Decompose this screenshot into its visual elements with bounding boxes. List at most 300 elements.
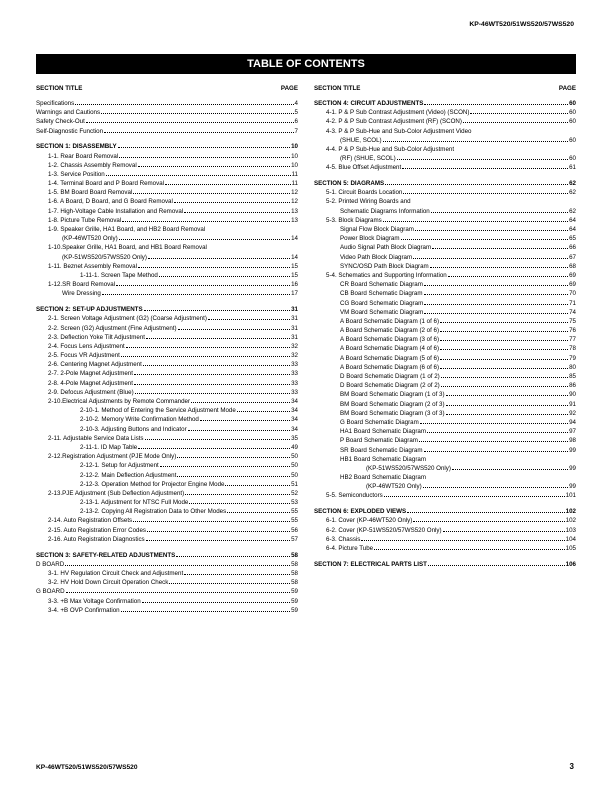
toc-entry-page: 92 <box>569 409 576 417</box>
toc-entry[interactable] <box>36 289 298 298</box>
toc-entry[interactable] <box>36 243 298 252</box>
toc-entry-page: 59 <box>291 597 298 605</box>
dot-leader <box>160 466 290 467</box>
toc-entry-page: 75 <box>569 317 576 325</box>
toc-entry[interactable] <box>314 400 576 409</box>
toc-entry-page: 6 <box>294 118 298 126</box>
toc-entry[interactable] <box>36 379 298 388</box>
toc-entry[interactable] <box>314 526 576 535</box>
toc-entry[interactable] <box>36 207 298 216</box>
toc-entry[interactable] <box>36 388 298 397</box>
toc-entry-label: BM Board Schematic Diagram (1 of 3) <box>340 391 445 399</box>
toc-entry-label: Audio Signal Path Block Diagram <box>340 244 432 252</box>
toc-entry-label: Video Path Block Diagram <box>340 253 413 261</box>
toc-entry-page: 74 <box>569 308 576 316</box>
dot-leader <box>143 365 290 366</box>
toc-entry[interactable] <box>36 406 298 415</box>
toc-entry-label: 2-8. 4-Pole Magnet Adjustment <box>48 379 133 387</box>
toc-entry-label: 1-3. Service Position <box>48 170 105 178</box>
toc-entry-label: Warnings and Cautions <box>36 109 101 117</box>
toc-entry[interactable] <box>36 489 298 498</box>
toc-entry-page: 31 <box>291 333 298 341</box>
toc-entry[interactable] <box>36 415 298 424</box>
toc-entry[interactable] <box>36 535 298 544</box>
toc-entry[interactable] <box>36 314 298 323</box>
toc-entry-label: 2-11. Adjustable Service Data Lists <box>48 434 144 442</box>
toc-entry[interactable] <box>314 216 576 225</box>
footer-page-number: 3 <box>569 762 574 771</box>
toc-entry[interactable] <box>36 351 298 360</box>
dot-leader <box>441 377 568 378</box>
toc-entry-label: 2-13-2. Copying All Registration Data to Other Modes <box>80 508 227 516</box>
toc-entry-page: 33 <box>291 379 298 387</box>
dot-leader <box>184 574 290 575</box>
toc-entry-page: 49 <box>291 443 298 451</box>
toc-entry-page: 76 <box>569 327 576 335</box>
toc-entry[interactable] <box>314 299 576 308</box>
dot-leader <box>415 230 568 231</box>
toc-entry-label: 4-1. P & P Sub Contrast Adjustment (Video) (SCON) <box>326 109 470 117</box>
toc-entry[interactable] <box>36 569 298 578</box>
toc-entry-label: (SHUE, SCOL) <box>340 136 382 144</box>
toc-entry-label: 2-4. Focus Lens Adjustment <box>48 342 125 350</box>
toc-entry-page: 90 <box>569 391 576 399</box>
toc-entry-label: SECTION 2: SET-UP ADJUSTMENTS <box>36 306 143 314</box>
toc-entry[interactable] <box>36 117 298 126</box>
toc-entry[interactable] <box>314 516 576 525</box>
toc-entry-label: D Board Schematic Diagram (1 of 2) <box>340 373 440 381</box>
toc-entry[interactable] <box>36 324 298 333</box>
toc-entry-label: Power Block Diagram <box>340 235 400 243</box>
toc-entry[interactable] <box>314 117 576 126</box>
toc-entry[interactable] <box>36 333 298 342</box>
toc-entry[interactable] <box>36 262 298 271</box>
dot-leader <box>165 184 291 185</box>
toc-entry-label: BM Board Schematic Diagram (2 of 3) <box>340 400 445 408</box>
dot-leader <box>122 221 290 222</box>
toc-entry-label: Wire Dressing <box>62 290 101 298</box>
toc-entry-label: 2-10-2. Memory Write Confirmation Method <box>80 416 199 424</box>
toc-entry[interactable] <box>36 342 298 351</box>
toc-entry[interactable] <box>36 443 298 452</box>
toc-entry[interactable] <box>36 516 298 525</box>
dot-leader <box>102 294 290 295</box>
dot-leader <box>407 512 565 513</box>
toc-entry-page: 60 <box>569 136 576 144</box>
toc-entry-page: 51 <box>291 480 298 488</box>
dot-leader <box>169 583 290 584</box>
toc-entry-page: 34 <box>291 398 298 405</box>
toc-entry-page: 58 <box>291 560 298 568</box>
toc-entry-page: 102 <box>565 508 576 516</box>
toc-entry-page: 80 <box>569 363 576 371</box>
toc-entry-label: 1-6. A Board, D Board, and G Board Removal <box>48 198 173 206</box>
dot-leader <box>446 395 569 396</box>
toc-entry[interactable] <box>314 372 576 381</box>
toc-entry-label: 2-12-2. Main Deflection Adjustment <box>80 471 177 479</box>
toc-entry[interactable] <box>314 207 576 216</box>
toc-entry[interactable] <box>314 464 576 473</box>
toc-entry[interactable] <box>36 507 298 516</box>
toc-entry-label: SECTION 4: CIRCUIT ADJUSTMENTS <box>314 100 424 107</box>
toc-entry-label: 3-2. HV Hold Down Circuit Operation Check <box>48 579 169 587</box>
dot-leader <box>440 349 568 350</box>
toc-entry[interactable] <box>36 280 298 289</box>
toc-entry[interactable] <box>314 335 576 344</box>
toc-entry-label: 3-1. HV Regulation Circuit Check and Adjustment <box>48 569 184 577</box>
toc-entry[interactable] <box>36 253 298 262</box>
toc-entry-label: 3-3. +B Max Voltage Confirmation <box>48 597 141 605</box>
toc-entry-page: 10 <box>291 152 298 160</box>
toc-entry-page: 15 <box>291 262 298 270</box>
toc-entry[interactable] <box>36 452 298 461</box>
toc-entry-page: 5 <box>294 109 298 117</box>
toc-entry-page: 67 <box>569 253 576 261</box>
dot-leader <box>374 549 565 550</box>
toc-entry[interactable] <box>36 108 298 117</box>
toc-entry-label: 6-2. Cover (KP-51WS520/57WS520 Only) <box>326 526 442 534</box>
toc-entry-label: 6-1. Cover (KP-46WT520 Only) <box>326 517 413 525</box>
toc-entry-page: 13 <box>291 207 298 215</box>
dot-leader <box>424 104 568 105</box>
toc-entry[interactable] <box>314 253 576 262</box>
toc-entry[interactable] <box>36 360 298 369</box>
dot-leader <box>440 322 568 323</box>
toc-entry[interactable] <box>36 425 298 434</box>
toc-entry-label: 5-3. Block Diagrams <box>326 216 382 224</box>
toc-entry[interactable] <box>36 461 298 470</box>
toc-section-heading[interactable] <box>36 551 298 560</box>
toc-section-heading[interactable] <box>36 305 298 314</box>
toc-entry-label: 2-16. Auto Registration Diagnostics <box>48 535 145 543</box>
toc-entry-label: SECTION 5: DIAGRAMS <box>314 180 385 188</box>
toc-entry-page: 99 <box>569 464 576 472</box>
toc-entry-page: 58 <box>291 551 298 559</box>
toc-entry[interactable] <box>314 446 576 455</box>
dot-leader <box>145 439 291 440</box>
dot-leader <box>424 304 568 305</box>
toc-entry-label: 2-13.PJE Adjustment (Sub Deflection Adjustment) <box>48 489 185 497</box>
dot-leader <box>104 132 293 133</box>
toc-entry-label: HB1 Board Schematic Diagram <box>340 455 426 463</box>
dot-leader <box>142 602 290 603</box>
dot-leader <box>126 347 290 348</box>
toc-entry-page: 10 <box>291 143 298 151</box>
toc-entry[interactable] <box>36 471 298 480</box>
toc-entry-label: Signal Flow Block Diagram <box>340 226 414 234</box>
dot-leader <box>159 276 290 277</box>
toc-entry-page: 101 <box>565 492 576 500</box>
dot-leader <box>420 423 568 424</box>
toc-entry-label: SYNC/OSD Path Block Diagram <box>340 262 429 270</box>
toc-entry[interactable] <box>314 418 576 427</box>
toc-entry-page: 60 <box>569 118 576 126</box>
toc-entry[interactable] <box>36 216 298 225</box>
toc-entry[interactable] <box>314 188 576 197</box>
toc-entry[interactable] <box>36 271 298 280</box>
dot-leader <box>177 457 290 458</box>
dot-leader <box>138 448 290 449</box>
toc-entry[interactable] <box>314 455 576 464</box>
toc-entry[interactable] <box>36 606 298 615</box>
page-heading: PAGE <box>280 85 298 92</box>
dot-leader <box>135 393 290 394</box>
toc-entry[interactable] <box>314 326 576 335</box>
toc-entry[interactable] <box>314 473 576 482</box>
toc-entry-page: 58 <box>291 579 298 587</box>
toc-entry-page: 97 <box>569 428 576 436</box>
dot-leader <box>452 469 568 470</box>
toc-entry-label: Schematic Diagrams Information <box>340 207 430 215</box>
toc-entry-label: (RF) (SHUE, SCOL) <box>340 155 396 163</box>
section-gap <box>314 501 576 508</box>
toc-entry[interactable] <box>36 587 298 596</box>
dot-leader <box>176 556 290 557</box>
dot-leader <box>384 496 565 497</box>
toc-entry-label: D Board Schematic Diagram (2 of 2) <box>340 382 440 390</box>
dot-leader <box>174 202 290 203</box>
toc-entry[interactable] <box>36 197 298 206</box>
dot-leader <box>185 494 290 495</box>
toc-entry-page: 94 <box>569 418 576 426</box>
toc-entry-label: A Board Schematic Diagram (1 of 6) <box>340 317 440 325</box>
toc-entry[interactable] <box>314 280 576 289</box>
dot-leader <box>463 122 568 123</box>
dot-leader <box>383 221 568 222</box>
toc-entry[interactable] <box>314 390 576 399</box>
dot-leader <box>427 432 568 433</box>
toc-entry[interactable] <box>314 154 576 163</box>
toc-entry-label: 5-4. Schematics and Supporting Information <box>326 271 447 279</box>
section-title-heading: SECTION TITLE <box>314 85 361 92</box>
dot-leader <box>75 104 293 105</box>
toc-entry-page: 31 <box>291 324 298 332</box>
toc-entry-label: G BOARD <box>36 588 65 596</box>
toc-entry-label: CB Board Schematic Diagram <box>340 290 423 298</box>
toc-entry-label: 1-5. BM Board Board Removal <box>48 189 133 197</box>
toc-entry-label: HA1 Board Schematic Diagram <box>340 428 426 436</box>
toc-entry[interactable] <box>314 225 576 234</box>
toc-entry-label: CR Board Schematic Diagram <box>340 281 423 289</box>
toc-entry[interactable] <box>314 317 576 326</box>
dot-leader <box>397 159 568 160</box>
toc-entry[interactable] <box>36 225 298 234</box>
toc-entry-label: 2-15. Auto Registration Error Codes <box>48 526 147 534</box>
toc-entry-label: (KP-46WT520 Only) <box>366 483 422 491</box>
toc-entry-label: SECTION 6: EXPLODED VIEWS <box>314 508 407 516</box>
dot-leader <box>227 512 290 513</box>
toc-entry-page: 11 <box>291 170 298 178</box>
toc-entry-page: 50 <box>291 462 298 470</box>
toc-entry[interactable] <box>314 436 576 445</box>
toc-entry[interactable] <box>314 197 576 206</box>
toc-entry-label: (KP-51WS520/57WS520 Only) <box>62 253 147 261</box>
dot-leader <box>225 485 290 486</box>
toc-entry-page: 98 <box>569 437 576 445</box>
dot-leader <box>133 193 290 194</box>
dot-leader <box>133 521 290 522</box>
dot-leader <box>121 611 291 612</box>
toc-section-heading[interactable] <box>314 99 576 108</box>
toc-entry[interactable] <box>314 409 576 418</box>
toc-entry-label: CG Board Schematic Diagram <box>340 299 424 307</box>
dot-leader <box>146 540 290 541</box>
toc-entry[interactable] <box>36 234 298 243</box>
toc-entry-page: 66 <box>569 244 576 252</box>
dot-leader <box>446 405 569 406</box>
dot-leader <box>361 540 564 541</box>
dot-leader <box>119 239 290 240</box>
dot-leader <box>237 411 290 412</box>
toc-entry[interactable] <box>314 544 576 553</box>
toc-entry[interactable] <box>36 369 298 378</box>
dot-leader <box>189 503 290 504</box>
toc-entry[interactable] <box>314 271 576 280</box>
toc-entry[interactable] <box>314 363 576 372</box>
toc-entry-page: 34 <box>291 416 298 424</box>
toc-entry-page: 104 <box>565 535 576 543</box>
toc-entry[interactable] <box>314 243 576 252</box>
dot-leader <box>177 476 290 477</box>
dot-leader <box>440 359 568 360</box>
toc-entry-page: 59 <box>291 588 298 596</box>
toc-entry[interactable] <box>36 597 298 606</box>
toc-section-heading[interactable] <box>36 142 298 151</box>
toc-entry[interactable] <box>36 99 298 108</box>
toc-entry[interactable] <box>36 152 298 161</box>
toc-entry-label: (KP-46WT520 Only) <box>62 235 118 243</box>
toc-entry-label: 2-1. Screen Voltage Adjustment (G2) (Coarse Adjustment) <box>48 315 207 323</box>
toc-entry-label: 1-4. Terminal Board and P Board Removal <box>48 180 165 188</box>
toc-entry-page: 34 <box>291 425 298 433</box>
toc-entry-page: 14 <box>291 253 298 261</box>
toc-entry-label: 5-5. Semiconductors <box>326 492 383 500</box>
toc-section-heading[interactable] <box>314 560 576 569</box>
toc-entry[interactable] <box>314 427 576 436</box>
toc-entry[interactable] <box>36 434 298 443</box>
toc-entry[interactable] <box>36 170 298 179</box>
toc-entry[interactable] <box>314 535 576 544</box>
toc-entry-label: 4-5. Blue Offset Adjustment <box>326 164 402 172</box>
toc-entry-page: 4 <box>294 100 298 107</box>
toc-entry[interactable] <box>314 381 576 390</box>
toc-entry-label: 2-7. 2-Pole Magnet Adjustment <box>48 370 133 378</box>
toc-entry-page: 65 <box>569 235 576 243</box>
toc-entry-page: 58 <box>291 569 298 577</box>
toc-entry-label: SECTION 7: ELECTRICAL PARTS LIST <box>314 560 427 568</box>
toc-section-heading[interactable] <box>314 507 576 516</box>
dot-leader <box>401 239 569 240</box>
toc-entry-page: 78 <box>569 345 576 353</box>
dot-leader <box>66 592 291 593</box>
toc-entry-label: VM Board Schematic Diagram <box>340 308 424 316</box>
toc-entry-page: 85 <box>569 373 576 381</box>
section-gap <box>36 299 298 306</box>
toc-entry-label: SECTION 1: DISASSEMBLY <box>36 143 117 151</box>
dot-leader <box>402 168 568 169</box>
toc-entry[interactable] <box>36 179 298 188</box>
dot-leader <box>440 340 568 341</box>
left-column-header <box>36 84 298 94</box>
toc-entry-label: 4-4. P & P Sub-Hue and Sub-Color Adjustment <box>326 145 455 153</box>
dot-leader <box>424 313 568 314</box>
toc-entry[interactable] <box>314 482 576 491</box>
dot-leader <box>146 338 290 339</box>
toc-entry[interactable] <box>36 526 298 535</box>
dot-leader <box>200 420 290 421</box>
toc-entry[interactable] <box>314 354 576 363</box>
section-gap <box>314 553 576 560</box>
toc-section-heading[interactable] <box>314 179 576 188</box>
toc-entry[interactable] <box>314 234 576 243</box>
toc-entry-label: 1-8. Picture Tube Removal <box>48 216 122 224</box>
toc-entry-page: 55 <box>291 508 298 516</box>
toc-entry[interactable] <box>36 560 298 569</box>
toc-entry[interactable] <box>36 161 298 170</box>
section-gap <box>36 544 298 551</box>
toc-entry[interactable] <box>314 308 576 317</box>
toc-right-column <box>314 84 576 569</box>
toc-entry-page: 99 <box>569 483 576 491</box>
toc-entry[interactable] <box>314 344 576 353</box>
header-model: KP-46WT520/51WS520/57WS520 <box>469 21 574 28</box>
toc-entry[interactable] <box>314 108 576 117</box>
section-gap <box>36 136 298 143</box>
toc-entry-label: A Board Schematic Diagram (4 of 6) <box>340 345 440 353</box>
toc-entry-page: 79 <box>569 354 576 362</box>
toc-entry[interactable] <box>36 498 298 507</box>
toc-entry[interactable] <box>314 289 576 298</box>
toc-entry[interactable] <box>36 578 298 587</box>
toc-entry[interactable] <box>36 188 298 197</box>
toc-entry-label: 3-4. +B OVP Confirmation <box>48 606 120 614</box>
toc-entry-page: 57 <box>291 535 298 543</box>
dot-leader <box>188 430 290 431</box>
toc-entry[interactable] <box>314 491 576 500</box>
dot-leader <box>413 521 564 522</box>
toc-entry-label: 2-6. Centering Magnet Adjustment <box>48 361 142 369</box>
toc-entry-label: A Board Schematic Diagram (3 of 6) <box>340 336 440 344</box>
toc-entry-page: 62 <box>569 207 576 215</box>
toc-left-list <box>36 99 298 615</box>
dot-leader <box>440 331 568 332</box>
toc-entry[interactable] <box>314 127 576 136</box>
toc-entry-page: 31 <box>291 306 298 314</box>
toc-entry[interactable] <box>314 136 576 145</box>
dot-leader <box>470 113 568 114</box>
toc-entry[interactable] <box>314 262 576 271</box>
toc-entry[interactable] <box>314 145 576 154</box>
toc-entry-page: 99 <box>569 446 576 454</box>
dot-leader <box>385 184 568 185</box>
toc-entry-label: 2-12.Registration Adjustment (PJE Mode Only) <box>48 453 177 461</box>
toc-entry-page: 64 <box>569 226 576 234</box>
toc-entry-page: 53 <box>291 499 298 507</box>
toc-entry-page: 33 <box>291 370 298 378</box>
toc-entry-label: 5-1. Circuit Boards Location <box>326 189 403 197</box>
dot-leader <box>424 451 569 452</box>
toc-entry[interactable] <box>36 480 298 489</box>
toc-entry-label: A Board Schematic Diagram (6 of 6) <box>340 363 440 371</box>
toc-entry-label: 1-9. Speaker Grille, HA1 Board, and HB2 Board Removal <box>48 226 206 234</box>
toc-entry-page: 55 <box>291 517 298 525</box>
toc-entry[interactable] <box>36 127 298 136</box>
toc-entry-page: 31 <box>291 315 298 323</box>
toc-entry[interactable] <box>36 397 298 406</box>
dot-leader <box>403 193 568 194</box>
toc-entry-page: 62 <box>569 189 576 197</box>
toc-entry[interactable] <box>314 163 576 172</box>
